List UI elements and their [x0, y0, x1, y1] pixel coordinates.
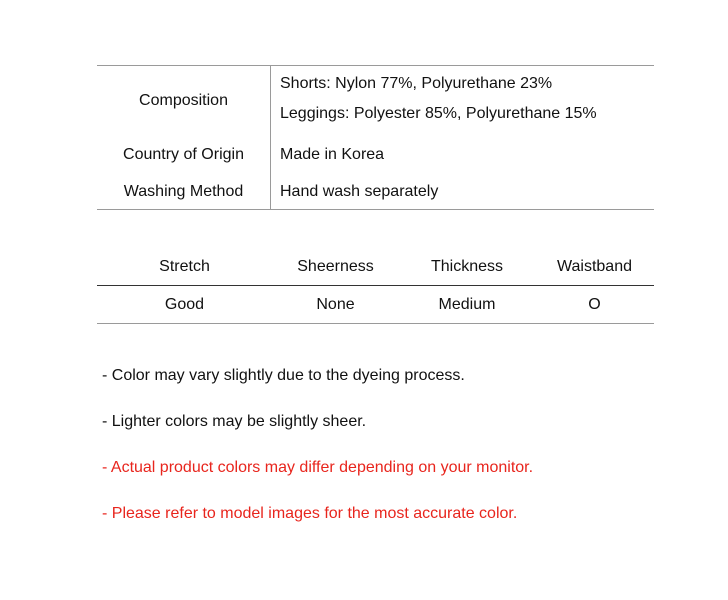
spec-table — [97, 65, 654, 210]
header-waistband: Waistband — [557, 258, 632, 275]
header-stretch: Stretch — [159, 258, 210, 275]
composition-label: Composition — [97, 66, 271, 136]
spec-row-composition — [97, 66, 654, 136]
composition-shorts: Shorts: Nylon 77%, Polyurethane 23% — [280, 75, 553, 92]
attribute-header-row — [97, 248, 654, 286]
attribute-table — [97, 248, 654, 324]
value-waistband: O — [588, 296, 601, 313]
note-monitor: - Actual product colors may differ depending on your monitor. — [102, 459, 534, 476]
attribute-value-row — [97, 286, 654, 324]
washing-value: Hand wash separately — [280, 183, 439, 200]
value-sheerness: None — [316, 296, 355, 313]
value-thickness: Medium — [438, 296, 496, 313]
note-dyeing: - Color may vary slightly due to the dyeing process. — [102, 367, 465, 384]
composition-value — [271, 66, 654, 136]
note-model-images: - Please refer to model images for the most accurate color. — [102, 505, 518, 522]
spec-row-washing — [97, 174, 654, 209]
origin-value: Made in Korea — [280, 146, 385, 163]
composition-leggings: Leggings: Polyester 85%, Polyurethane 15% — [280, 105, 597, 122]
value-stretch: Good — [164, 296, 205, 313]
header-sheerness: Sheerness — [297, 258, 374, 275]
header-thickness: Thickness — [430, 258, 504, 275]
origin-label: Country of Origin — [97, 136, 271, 174]
washing-label: Washing Method — [97, 174, 271, 209]
spec-row-origin — [97, 136, 654, 174]
note-sheer: - Lighter colors may be slightly sheer. — [102, 413, 367, 430]
care-notes — [102, 364, 702, 548]
